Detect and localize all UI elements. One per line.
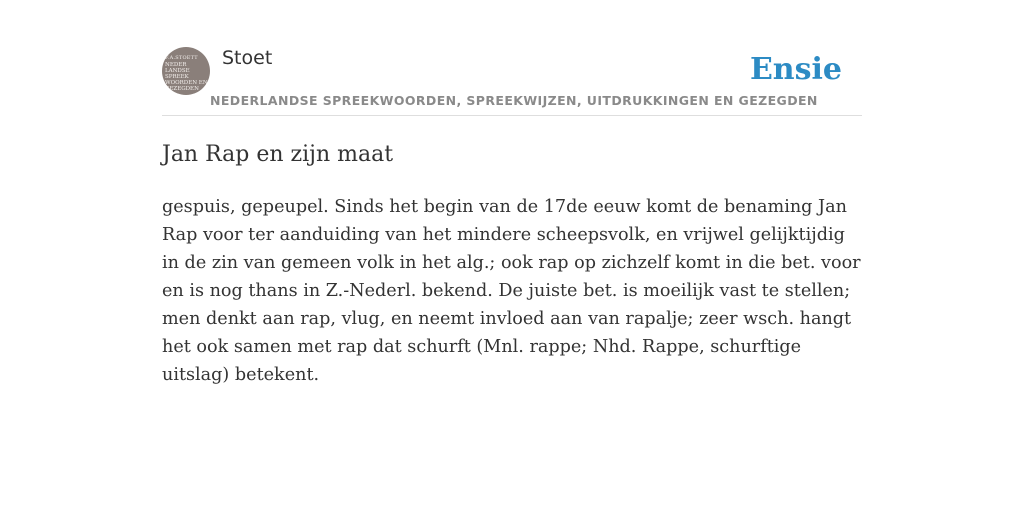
source-header	[162, 46, 862, 116]
ensie-logo-link[interactable]: Ensie	[749, 52, 842, 87]
entry-title: Jan Rap en zijn maat	[162, 142, 394, 167]
source-avatar[interactable]	[162, 47, 210, 95]
source-name-link[interactable]: Stoet	[222, 47, 273, 69]
entry-body: gespuis, gepeupel. Sinds het begin van de 17de eeuw komt de benaming Jan Rap voor ter aanduiding van het mindere scheepsvolk, en vrijwel gelijktijdig in de zin van gemeen volk in het alg.; ook rap op zichzelf komt in die bet. voor en is nog thans in Z.-Nederl. bekend. De juiste bet. is moeilijk vast te stellen; men denkt aan rap, vlug, en neemt invloed aan van rapalje; zeer wsch. hangt het ook samen met rap dat schurft (Mnl. rappe; Nhd. Rappe, schurftige uitslag) betekent.	[162, 197, 861, 385]
source-subtitle: NEDERLANDSE SPREEKWOORDEN, SPREEKWIJZEN, UITDRUKKINGEN EN GEZEGDEN	[210, 93, 818, 108]
avatar-book-text: NEDER LANDSE SPREEK WOORDEN EN GEZEGDEN	[165, 62, 208, 92]
avatar-author-text: F.A.STOETT	[165, 55, 198, 61]
